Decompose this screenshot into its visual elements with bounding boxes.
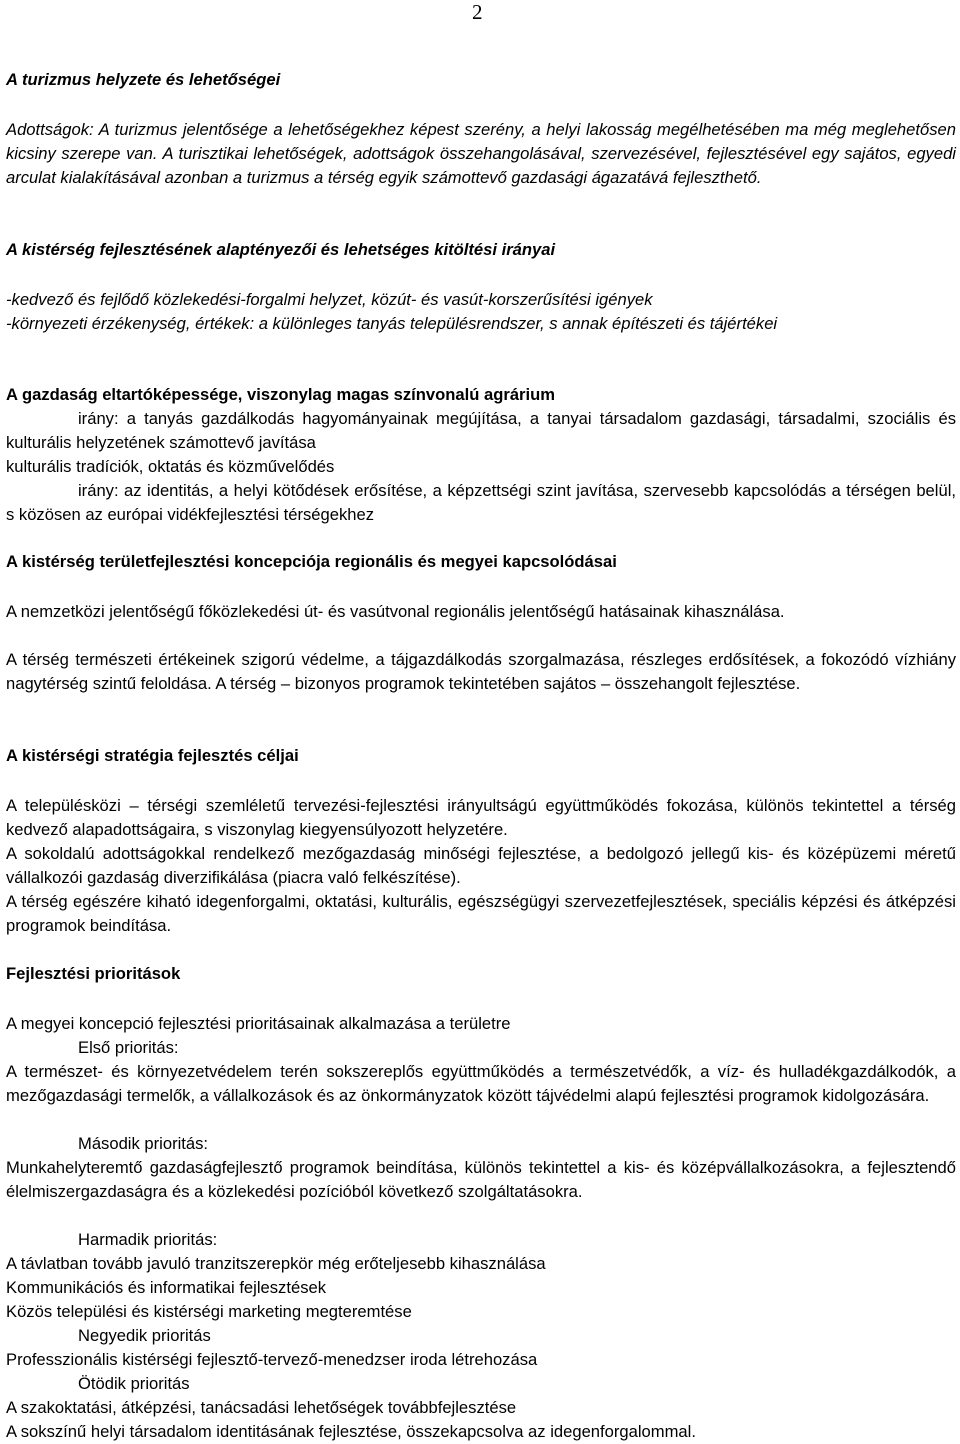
priority-1-text: A természet- és környezetvédelem terén sokszereplős együttműködés a természetvédők, a víz- és hulladékgazdálkodók, a mezőgazdasági termelők, a vállalkozások és az önkormányzatok között tájvédelmi alapú fejlesztési programok kidolgozására. bbox=[6, 1062, 956, 1105]
priority-3-label: Harmadik prioritás: bbox=[78, 1230, 218, 1249]
priority-4-label: Negyedik prioritás bbox=[78, 1326, 211, 1345]
paragraph-tourism-education: A térség egészére kiható idegenforgalmi, oktatási, kulturális, egészségügyi szervezetfejlesztések, speciális képzési és átképzési programok beindítása. bbox=[6, 892, 956, 935]
paragraph-economy-direction: irány: a tanyás gazdálkodás hagyományainak megújítása, a tanyai társadalom gazdasági, társadalmi, szociális és kulturális helyzetének számottevő javítása bbox=[6, 409, 956, 452]
section-heading-economy: A gazdaság eltartóképessége, viszonylag magas színvonalú agrárium bbox=[6, 385, 556, 404]
priority-2-text: Munkahelyteremtő gazdaságfejlesztő programok beindítása, különös tekintettel a kis- és középvállalkozásokra, a fejlesztendő élelmiszergazdaságra és a közlekedési pozícióból következő szolgáltatásokra. bbox=[6, 1158, 956, 1201]
priority-5-label: Ötödik prioritás bbox=[78, 1374, 190, 1393]
list-item-transport: -kedvező és fejlődő közlekedési-forgalmi helyzet, közút- és vasút-korszerűsítési igények bbox=[6, 290, 653, 309]
priority-5-item-identity: A sokszínű helyi társadalom identitásának fejlesztése, összekapcsolva az idegenforgalommal. bbox=[6, 1422, 696, 1441]
paragraph-cooperation: A településközi – térségi szemléletű tervezési-fejlesztési irányultságú együttműködés fokozása, különös tekintettel a térség kedvező alapadottságaira, s viszonylag kiegyensúlyozott helyzetére. bbox=[6, 796, 956, 839]
priority-3-item-marketing: Közös települési és kistérségi marketing megteremtése bbox=[6, 1302, 412, 1321]
priority-4-item-office: Professzionális kistérségi fejlesztő-tervező-menedzser iroda létrehozása bbox=[6, 1350, 538, 1369]
section-heading-regional-concept: A kistérség területfejlesztési koncepciója regionális és megyei kapcsolódásai bbox=[6, 552, 617, 571]
paragraph-tourism: Adottságok: A turizmus jelentősége a lehetőségekhez képest szerény, a helyi lakosság megélhetésében ma még meglehetősen kicsiny szerepe van. A turisztikai lehetőségek, adottságok összehangolásával, szervezésével, fejlesztésével egy sajátos, egyedi arculat kialakításával azonban a turizmus a térség egyik számottevő gazdasági ágazatává fejleszthető. bbox=[6, 120, 956, 187]
page-number: 2 bbox=[472, 0, 483, 24]
paragraph-agriculture: A sokoldalú adottságokkal rendelkező mezőgazdaság minőségi fejlesztése, a bedolgozó jellegű kis- és középüzemi méretű vállalkozói gazdaság diverzifikálása (piacra való felkészítése). bbox=[6, 844, 956, 887]
section-heading-tourism: A turizmus helyzete és lehetőségei bbox=[6, 70, 281, 89]
paragraph-natural-values: A térség természeti értékeinek szigorú védelme, a tájgazdálkodás szorgalmazása, részleges erdősítések, a fokozódó vízhiány nagytérség szintű feloldása. A térség – bizonyos programok tekintetében sajátos – összehangolt fejlesztése. bbox=[6, 650, 956, 693]
priority-1-label: Első prioritás: bbox=[78, 1038, 179, 1057]
paragraph-identity-direction: irány: az identitás, a helyi kötődések erősítése, a képzettségi szint javítása, szervesebb kapcsolódás a térségen belül, s közösen az európai vidékfejlesztési térségekhez bbox=[6, 481, 956, 524]
paragraph-county-concept: A megyei koncepció fejlesztési prioritásainak alkalmazása a területre bbox=[6, 1014, 511, 1033]
priority-5-item-education: A szakoktatási, átképzési, tanácsadási lehetőségek továbbfejlesztése bbox=[6, 1398, 517, 1417]
section-heading-basic-factors: A kistérség fejlesztésének alaptényezői és lehetséges kitöltési irányai bbox=[6, 240, 556, 259]
priority-3-item-communication: Kommunikációs és informatikai fejlesztések bbox=[6, 1278, 327, 1297]
paragraph-international-roads: A nemzetközi jelentőségű főközlekedési út- és vasútvonal regionális jelentőségű hatásainak kihasználása. bbox=[6, 602, 785, 621]
section-heading-priorities: Fejlesztési prioritások bbox=[6, 964, 181, 983]
list-item-environment: -környezeti érzékenység, értékek: a különleges tanyás településrendszer, s annak építészeti és tájértékei bbox=[6, 314, 778, 333]
priority-2-label: Második prioritás: bbox=[78, 1134, 209, 1153]
priority-3-item-transit: A távlatban tovább javuló tranzitszerepkör még erőteljesebb kihasználása bbox=[6, 1254, 546, 1273]
section-heading-strategy-goals: A kistérségi stratégia fejlesztés céljai bbox=[6, 746, 299, 765]
paragraph-cultural-traditions: kulturális tradíciók, oktatás és közművelődés bbox=[6, 457, 335, 476]
